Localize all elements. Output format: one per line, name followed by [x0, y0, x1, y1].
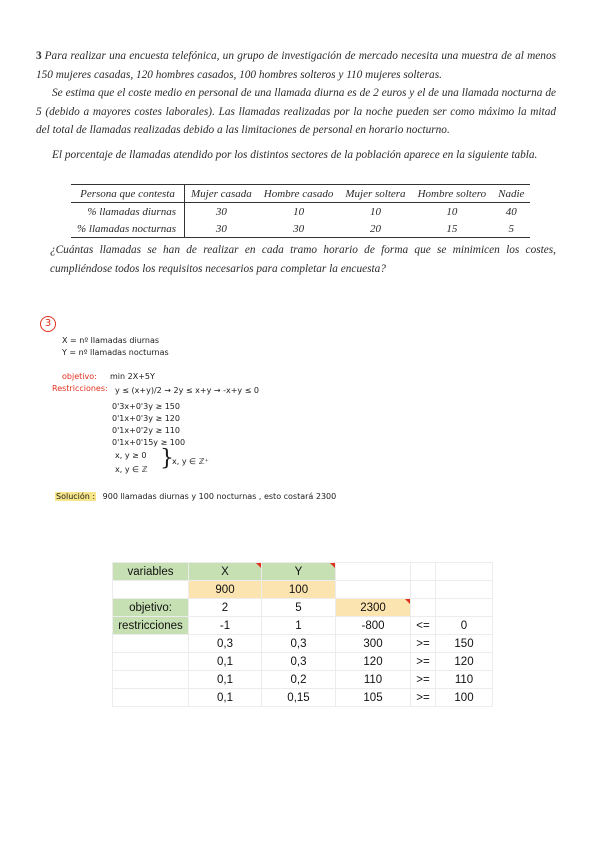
empty-cell[interactable]	[113, 689, 189, 707]
table-header-row	[71, 185, 530, 203]
table-header: Hombre soltero	[412, 185, 493, 203]
empty-cell[interactable]	[113, 581, 189, 599]
solution	[55, 492, 336, 501]
table-header: Mujer casada	[185, 185, 258, 203]
table-cell[interactable]: 120	[336, 653, 411, 671]
variable-y-header-cell[interactable]: Y	[262, 563, 336, 581]
table-cell[interactable]: 0,3	[262, 653, 336, 671]
table-cell[interactable]: 0,1	[189, 653, 262, 671]
table-cell[interactable]: 105	[336, 689, 411, 707]
empty-cell[interactable]	[113, 653, 189, 671]
table-cell[interactable]: 0,2	[262, 671, 336, 689]
problem-question: ¿Cuántas llamadas se han de realizar en cada tramo horario de forma que se minimicen los costes, cumpliéndose todos los requisitos necesarios para completar la encuesta?	[50, 244, 556, 275]
restrictions-label-cell[interactable]: restricciones	[113, 617, 189, 635]
table-cell[interactable]: >=	[411, 671, 436, 689]
table-cell[interactable]: 0,3	[262, 635, 336, 653]
table-cell: 20	[339, 220, 411, 238]
table-header: Persona que contesta	[71, 185, 185, 203]
table-cell: % llamadas nocturnas	[71, 220, 185, 238]
solution-text: 900 llamadas diurnas y 100 nocturnas , esto costará 2300	[102, 492, 337, 501]
restriction-2: 0'3x+0'3y ≥ 150	[112, 402, 180, 411]
restriction-7: x, y ∈ ℤ	[115, 465, 148, 474]
table-row	[113, 563, 493, 581]
objective-label-cell[interactable]: objetivo:	[113, 599, 189, 617]
solver-spreadsheet	[112, 562, 493, 707]
empty-cell[interactable]	[336, 581, 411, 599]
table-cell[interactable]: 0,15	[262, 689, 336, 707]
table-row	[113, 689, 493, 707]
table-cell[interactable]: >=	[411, 653, 436, 671]
restriction-1: y ≤ (x+y)/2 → 2y ≤ x+y → -x+y ≤ 0	[115, 386, 260, 395]
table-cell[interactable]: <=	[411, 617, 436, 635]
table-cell[interactable]: 100	[436, 689, 493, 707]
empty-cell[interactable]	[411, 581, 436, 599]
table-cell[interactable]: 300	[336, 635, 411, 653]
table-cell[interactable]: 5	[262, 599, 336, 617]
table-cell: 30	[185, 220, 258, 238]
empty-cell[interactable]	[436, 599, 493, 617]
table-cell[interactable]: >=	[411, 635, 436, 653]
table-header: Mujer soltera	[339, 185, 411, 203]
population-table	[71, 184, 530, 238]
table-row	[113, 617, 493, 635]
integer-constraint: x, y ∈ ℤ⁺	[172, 457, 209, 466]
objective-label: objetivo:	[62, 372, 97, 381]
table-header: Nadie	[492, 185, 530, 203]
table-row	[113, 671, 493, 689]
table-cell: 10	[293, 205, 305, 218]
objective-result-cell[interactable]: 2300	[336, 599, 411, 617]
restriction-4: 0'1x+0'2y ≥ 110	[112, 426, 180, 435]
table-row	[71, 220, 530, 238]
variable-x-header-cell[interactable]: X	[189, 563, 262, 581]
table-cell[interactable]: 2	[189, 599, 262, 617]
empty-cell[interactable]	[336, 563, 411, 581]
table-cell[interactable]: -1	[189, 617, 262, 635]
problem-paragraph-3: El porcentaje de llamadas atendido por los distintos sectores de la población aparece en la siguiente tabla.	[52, 148, 538, 161]
empty-cell[interactable]	[113, 671, 189, 689]
variable-x-value-cell[interactable]: 900	[189, 581, 262, 599]
variable-y-definition: Y = nº llamadas nocturnas	[62, 348, 169, 357]
table-cell: 40	[505, 205, 517, 218]
empty-cell[interactable]	[411, 563, 436, 581]
table-cell[interactable]: 0,1	[189, 689, 262, 707]
problem-paragraph-1	[36, 47, 556, 84]
empty-cell[interactable]	[411, 599, 436, 617]
variable-x-definition: X = nº llamadas diurnas	[62, 336, 160, 345]
solution-label: Solución :	[56, 492, 96, 501]
table-cell[interactable]: 0,1	[189, 671, 262, 689]
table-row	[71, 203, 530, 221]
table-cell: % llamadas diurnas	[71, 203, 185, 221]
table-cell: 30	[215, 205, 227, 218]
restriction-5: 0'1x+0'15y ≥ 100	[112, 438, 186, 447]
empty-cell[interactable]	[436, 581, 493, 599]
table-cell[interactable]: 150	[436, 635, 493, 653]
empty-cell[interactable]	[113, 635, 189, 653]
table-cell[interactable]: 110	[436, 671, 493, 689]
table-cell[interactable]: 0	[436, 617, 493, 635]
problem-number-circle: 3	[40, 316, 56, 332]
table-cell[interactable]: 120	[436, 653, 493, 671]
table-cell[interactable]: 0,3	[189, 635, 262, 653]
problem-statement	[36, 47, 556, 165]
table-cell[interactable]: 1	[262, 617, 336, 635]
objective-function: min 2X+5Y	[110, 372, 155, 381]
restriction-6: x, y ≥ 0	[115, 451, 147, 460]
table-row	[113, 581, 493, 599]
table-cell: 30	[258, 220, 340, 238]
table-cell: 5	[492, 220, 530, 238]
table-cell: 10	[369, 205, 381, 218]
table-header: Hombre casado	[258, 185, 340, 203]
table-cell[interactable]: >=	[411, 689, 436, 707]
table-row	[113, 635, 493, 653]
table-row	[113, 599, 493, 617]
problem-number: 3	[36, 50, 42, 62]
brace-symbol: }	[160, 446, 174, 471]
empty-cell[interactable]	[436, 563, 493, 581]
table-row	[113, 653, 493, 671]
table-cell[interactable]: -800	[336, 617, 411, 635]
variables-header-cell[interactable]: variables	[113, 563, 189, 581]
variable-y-value-cell[interactable]: 100	[262, 581, 336, 599]
restriction-3: 0'1x+0'3y ≥ 120	[112, 414, 180, 423]
table-cell: 15	[412, 220, 493, 238]
table-cell: 10	[446, 205, 458, 218]
problem-paragraph-2: Se estima que el coste medio en personal de una llamada diurna es de 2 euros y el de una llamada nocturna de 5 (debido a mayores costes laborales). Las llamadas realizadas por la noche pueden ser como máximo la mitad del total de llamadas realizadas debido a las limitaciones de personal en horario nocturno.	[36, 87, 556, 137]
table-cell[interactable]: 110	[336, 671, 411, 689]
problem-text-1: Para realizar una encuesta telefónica, un grupo de investigación de mercado necesita una muestra de al menos 150 mujeres casadas, 120 hombres casados, 100 hombres solteros y 110 mujeres solteras.	[36, 50, 556, 81]
restrictions-label: Restricciones:	[52, 384, 108, 393]
